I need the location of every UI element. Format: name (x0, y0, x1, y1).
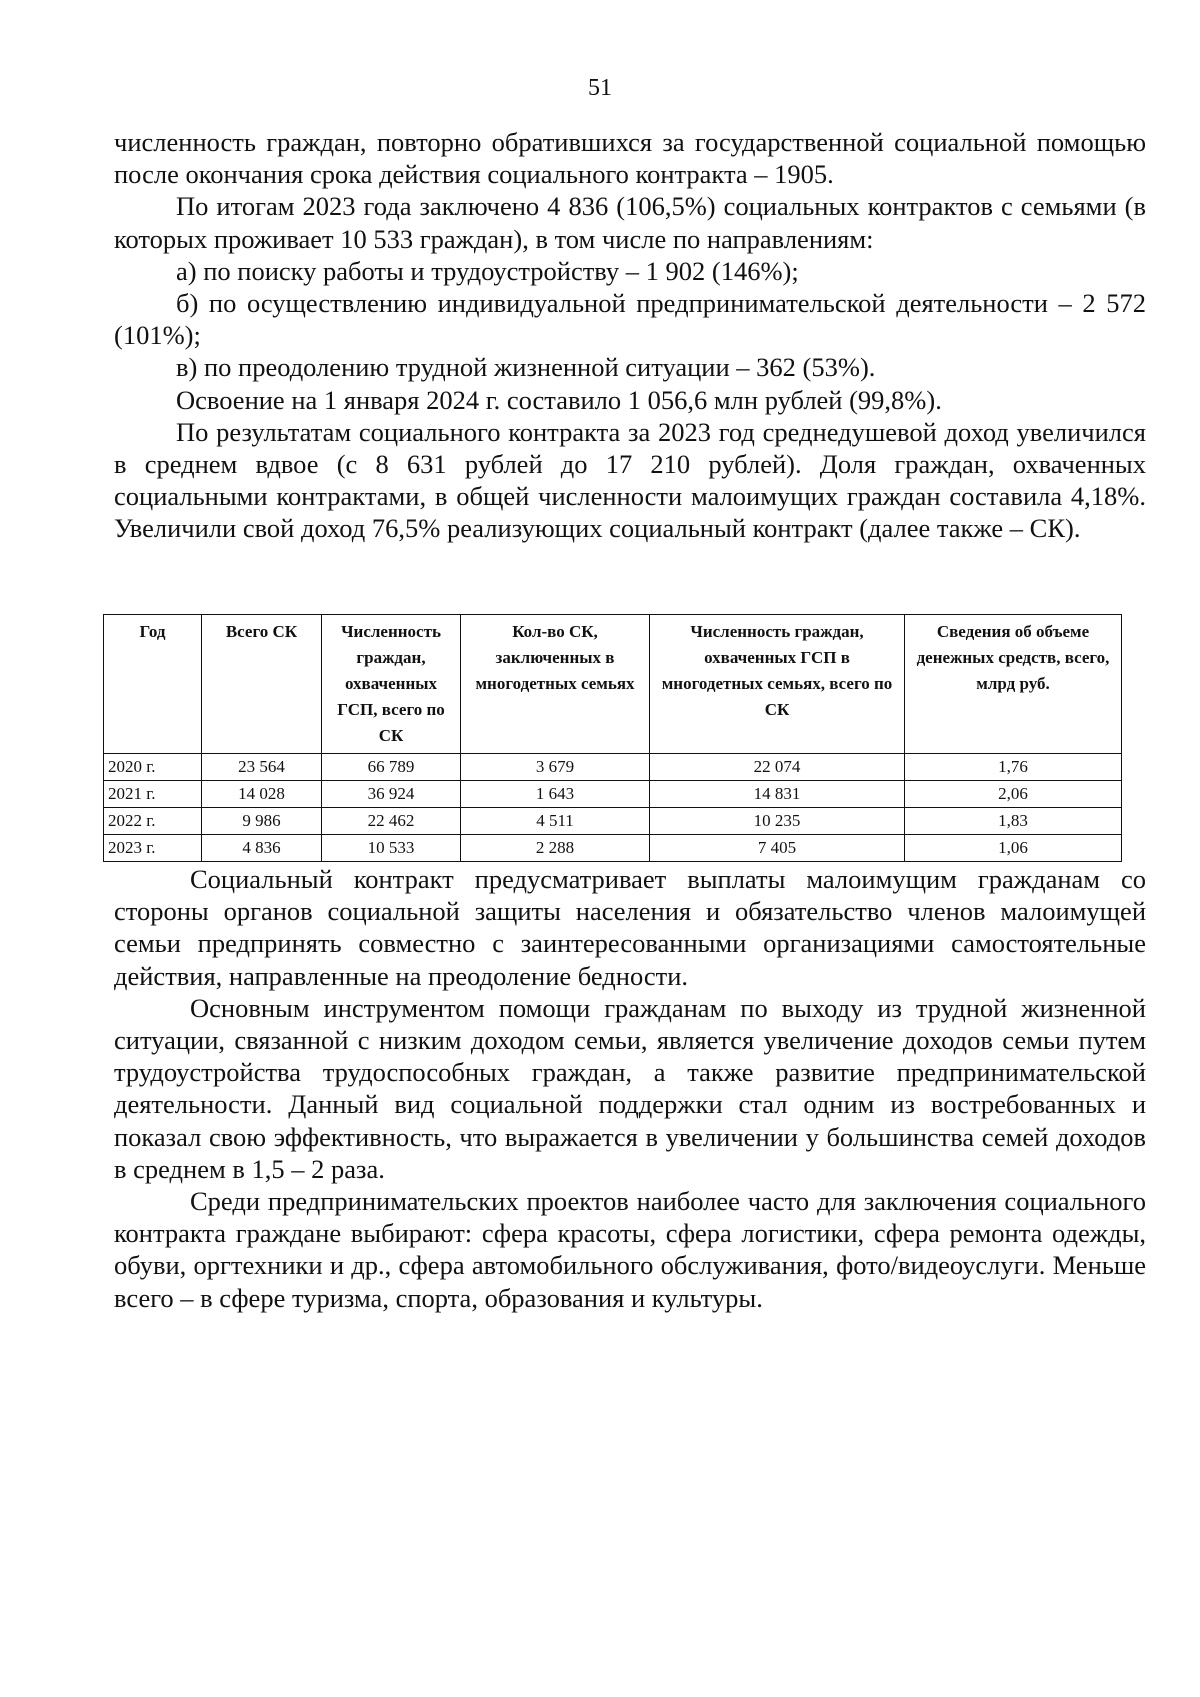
table-cell: 1,83 (905, 808, 1122, 835)
paragraph: Основным инструментом помощи гражданам по выходу из трудной жизненной ситуации, связанной с низким доходом семьи, является увеличение доходов семьи путем трудоустройства трудоспособных граждан, а также развитие предпринимательской деятельности. Данный вид социальной поддержки стал одним из востребованных и показал свою эффективность, что выражается в увеличении у большинства семей доходов в среднем в 1,5 – 2 раза. (114, 992, 1146, 1184)
column-header-funds: Сведения об объеме денежных средств, всего, млрд руб. (905, 615, 1122, 754)
table-row (104, 781, 1122, 808)
table-row (104, 808, 1122, 835)
table-cell: 66 789 (322, 754, 461, 781)
table-cell: 1,06 (905, 835, 1122, 862)
table-cell: 4 836 (202, 835, 322, 862)
table-cell: 14 831 (650, 781, 905, 808)
text-block-bottom (114, 863, 1146, 1314)
table-cell: 2022 г. (104, 808, 202, 835)
column-header-total-sc: Всего СК (202, 615, 322, 754)
table-cell: 36 924 (322, 781, 461, 808)
table-cell: 10 235 (650, 808, 905, 835)
table-cell: 1 643 (461, 781, 650, 808)
column-header-year: Год (104, 615, 202, 754)
table-cell: 2021 г. (104, 781, 202, 808)
table-cell: 9 986 (202, 808, 322, 835)
paragraph: По результатам социального контракта за 2023 год среднедушевой доход увеличился в среднем вдвое (с 8 631 рублей до 17 210 рублей). Доля граждан, охваченных социальными контрактами, в общей численности малоимущих граждан составила 4,18%. Увеличили свой доход 76,5% реализующих социальный контракт (далее также – СК). (114, 416, 1146, 544)
column-header-citizens-covered: Численность граждан, охваченных ГСП, всего по СК (322, 615, 461, 754)
column-header-large-families-citizens: Численность граждан, охваченных ГСП в многодетных семьях, всего по СК (650, 615, 905, 754)
table-cell: 2 288 (461, 835, 650, 862)
table-cell: 4 511 (461, 808, 650, 835)
table-cell: 23 564 (202, 754, 322, 781)
table-cell: 2023 г. (104, 835, 202, 862)
table-row (104, 835, 1122, 862)
table-cell: 1,76 (905, 754, 1122, 781)
paragraph: По итогам 2023 года заключено 4 836 (106,5%) социальных контрактов с семьями (в которых проживает 10 533 граждан), в том числе по направлениям: (114, 191, 1146, 254)
paragraph: Социальный контракт предусматривает выплаты малоимущим гражданам со стороны органов социальной защиты населения и обязательство членов малоимущей семьи предпринять совместно с заинтересованными организациями самостоятельные действия, направленные на преодоление бедности. (114, 864, 1146, 991)
table-cell: 2020 г. (104, 754, 202, 781)
table-cell: 7 405 (650, 835, 905, 862)
table-cell: 14 028 (202, 781, 322, 808)
table-cell: 3 679 (461, 754, 650, 781)
list-item-b: б) по осуществлению индивидуальной предпринимательской деятельности – 2 572 (101%); (114, 288, 1146, 351)
list-item-a: а) по поиску работы и трудоустройству – 1 902 (146%); (176, 255, 799, 286)
table-header-row (104, 615, 1122, 754)
page-number: 51 (588, 75, 612, 101)
paragraph: Среди предпринимательских проектов наиболее часто для заключения социального контракта граждане выбирают: сфера красоты, сфера логистики, сфера ремонта одежды, обуви, оргтехники и др., сфера автомобильного обслуживания, фото/видеоуслуги. Меньше всего – в сфере туризма, спорта, образования и культуры. (114, 1186, 1146, 1313)
table-cell: 22 462 (322, 808, 461, 835)
table-cell: 2,06 (905, 781, 1122, 808)
social-contract-table (103, 614, 1122, 862)
table-cell: 22 074 (650, 754, 905, 781)
list-item-c: в) по преодолению трудной жизненной ситуации – 362 (53%). (176, 352, 876, 383)
table-cell: 10 533 (322, 835, 461, 862)
paragraph: численность граждан, повторно обратившихся за государственной социальной помощью после окончания срока действия социального контракта – 1905. (114, 127, 1146, 190)
column-header-large-families-sc: Кол-во СК, заключенных в многодетных семьях (461, 615, 650, 754)
table-row (104, 754, 1122, 781)
text-block-top (114, 126, 1146, 545)
paragraph: Освоение на 1 января 2024 г. составило 1 056,6 млн рублей (99,8%). (176, 384, 942, 415)
